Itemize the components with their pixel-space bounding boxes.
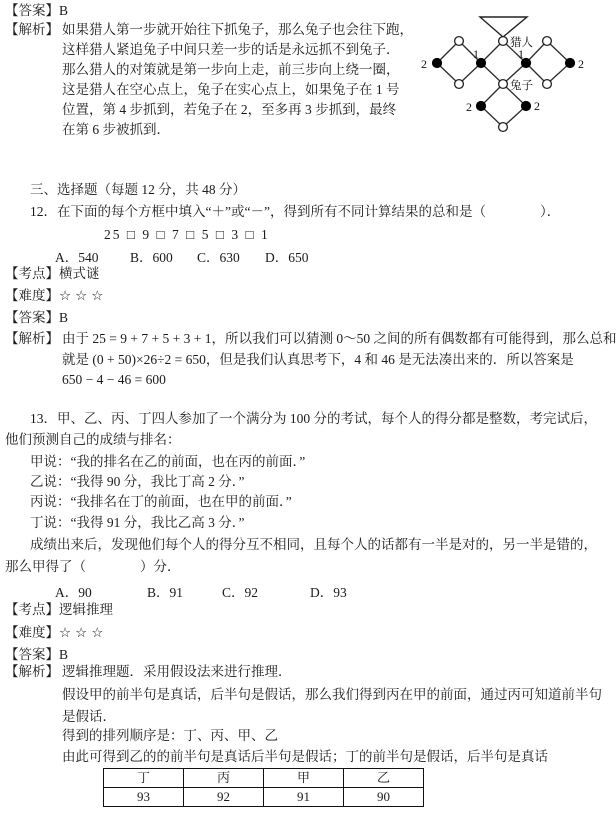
q12-analysis-line: 就是 (0 + 50)×26÷2 = 650，但是我们认真思考下，4 和 46 是无法凑出来的．所以答案是 <box>62 352 574 367</box>
q11-analysis-line: 这样猎人紧追兔子中间只差一步的话是永远抓不到兔子． <box>62 42 400 57</box>
filled-node <box>432 58 441 67</box>
q11-answer-value: B <box>59 3 69 18</box>
q11-analysis-line: 位置，第 4 步抓到，若兔子在 2，至多再 3 步抓到，最终 <box>62 102 397 117</box>
node-number-2-left: 2 <box>421 57 427 71</box>
q13-analysis-line: 得到的排列顺序是：丁、丙、甲、乙 <box>62 728 278 743</box>
q13-stem-line1: 13．甲、乙、丙、丁四人参加了一个满分为 100 分的考试，每个人的得分都是整数，考完试后， <box>30 411 597 426</box>
q12-nandu-value: ☆☆☆ <box>59 288 108 303</box>
q13-kaodian-line <box>5 602 113 617</box>
filled-node <box>521 101 530 110</box>
score-table-value-row <box>104 788 424 807</box>
q13-analysis-line: 是假话． <box>62 709 116 724</box>
q12-analysis-line: 由于 25 = 9 + 7 + 5 + 3 + 1，所以我们可以猜测 0～50 之间的所有偶数都有可能得到，那么总和 <box>62 331 616 346</box>
kaodian-label: 【考点】 <box>5 266 59 281</box>
score-table <box>103 768 424 807</box>
q13-option-a: A．90 <box>55 585 92 600</box>
q12-answer-value: B <box>59 310 69 325</box>
score-table-header-row <box>104 769 424 788</box>
q11-analysis-line: 如果猎人第一步就开始往下抓兔子，那么兔子也会往下跑， <box>62 22 413 37</box>
q13-answer-line <box>5 647 68 662</box>
score-header-cell: 甲 <box>264 769 344 788</box>
q13-analysis-line: 假设甲的前半句是真话，后半句是假话，那么我们得到丙在甲的前面，通过丙可知道前半句 <box>62 687 602 702</box>
filled-node <box>565 58 574 67</box>
hunter-rabbit-diagram <box>413 8 616 143</box>
section-heading: 三、选择题（每题 12 分，共 48 分） <box>30 182 246 197</box>
open-node <box>455 80 464 89</box>
score-header-cell: 丁 <box>104 769 184 788</box>
q13-kaodian-value: 逻辑推理 <box>59 602 113 617</box>
q12-stem: 12．在下面的每个方框中填入“＋”或“－”，得到所有不同计算结果的总和是（ ）． <box>30 204 561 219</box>
q12-option-c: C．630 <box>197 250 240 265</box>
open-node-hunter <box>499 37 508 46</box>
open-node-rabbit <box>499 80 508 89</box>
q11-analysis-line: 那么猎人的对策就是第一步向上走，前三步向上绕一圈， <box>62 62 400 77</box>
q12-option-d: D．650 <box>265 250 309 265</box>
q12-answer-line <box>5 310 68 325</box>
q13-statement-yi: 乙说：“我得 90 分，我比丁高 2 分．” <box>30 474 245 489</box>
score-value-cell: 90 <box>344 788 424 807</box>
open-node <box>455 37 464 46</box>
q12-kaodian-line <box>5 266 100 281</box>
filled-node <box>476 101 485 110</box>
open-node <box>499 123 508 132</box>
q13-followup-line1: 成绩出来后，发现他们每个人的得分互不相同，且每个人的话都有一半是对的，另一半是错的， <box>30 537 597 552</box>
q12-option-b: B．600 <box>130 250 173 265</box>
open-node <box>543 37 552 46</box>
q12-expression: 25 □ 9 □ 7 □ 5 □ 3 □ 1 <box>104 227 270 242</box>
score-header-cell: 乙 <box>344 769 424 788</box>
q11-analysis-line: 在第 6 步被抓到． <box>62 122 170 137</box>
q13-followup-line2: 那么甲得了（ ）分． <box>5 559 181 574</box>
score-header-cell: 丙 <box>184 769 264 788</box>
answer-label: 【答案】 <box>5 647 59 662</box>
q12-analysis-line: 650 − 4 − 46 = 600 <box>62 372 166 387</box>
den-triangle <box>480 17 527 37</box>
kaodian-label: 【考点】 <box>5 602 59 617</box>
q13-option-c: C．92 <box>222 585 259 600</box>
q13-option-d: D．93 <box>310 585 347 600</box>
score-value-cell: 91 <box>264 788 344 807</box>
q13-option-b: B．91 <box>147 585 184 600</box>
answer-label: 【答案】 <box>5 310 59 325</box>
q12-nandu-line <box>5 288 107 303</box>
node-number-1-right: 1 <box>518 47 524 61</box>
q13-analysis-label: 【解析】 <box>5 664 59 679</box>
q13-nandu-line <box>5 625 107 640</box>
node-number-2-bottom-left: 2 <box>466 100 472 114</box>
q13-answer-value: B <box>59 647 69 662</box>
q13-analysis-line: 逻辑推理题．采用假设法来进行推理． <box>62 664 292 679</box>
node-number-2-bottom-right: 2 <box>534 99 540 113</box>
q11-analysis-label: 【解析】 <box>5 22 59 37</box>
node-number-1-left: 1 <box>473 47 479 61</box>
nandu-label: 【难度】 <box>5 625 59 640</box>
rabbit-label: 兔子 <box>510 80 533 92</box>
q12-option-a: A．540 <box>55 250 99 265</box>
score-value-cell: 93 <box>104 788 184 807</box>
q11-analysis-line: 这是猎人在空心点上，兔子在实心点上，如果兔子在 1 号 <box>62 82 400 97</box>
open-node <box>543 80 552 89</box>
q12-kaodian-value: 横式谜 <box>59 266 100 281</box>
q12-options-row <box>0 246 616 265</box>
q13-statement-ding: 丁说：“我得 91 分，我比乙高 3 分．” <box>30 515 245 530</box>
hunter-label: 猎人 <box>510 37 533 49</box>
q13-options-row <box>0 581 616 600</box>
q13-analysis-line: 由此可得到乙的的前半句是真话后半句是假话；丁的前半句是假话，后半句是真话 <box>62 749 548 764</box>
q13-nandu-value: ☆☆☆ <box>59 625 108 640</box>
answer-label: 【答案】 <box>5 3 59 18</box>
score-value-cell: 92 <box>184 788 264 807</box>
q13-stem-line2: 他们预测自己的成绩与排名： <box>5 432 181 447</box>
node-number-2-right: 2 <box>578 57 584 71</box>
nandu-label: 【难度】 <box>5 288 59 303</box>
q13-statement-bing: 丙说：“我排名在丁的前面，也在甲的前面．” <box>30 494 292 509</box>
q11-answer-line <box>5 3 68 18</box>
q12-analysis-label: 【解析】 <box>5 331 59 346</box>
q13-statement-jia: 甲说：“我的排名在乙的前面，也在丙的前面．” <box>30 454 306 469</box>
